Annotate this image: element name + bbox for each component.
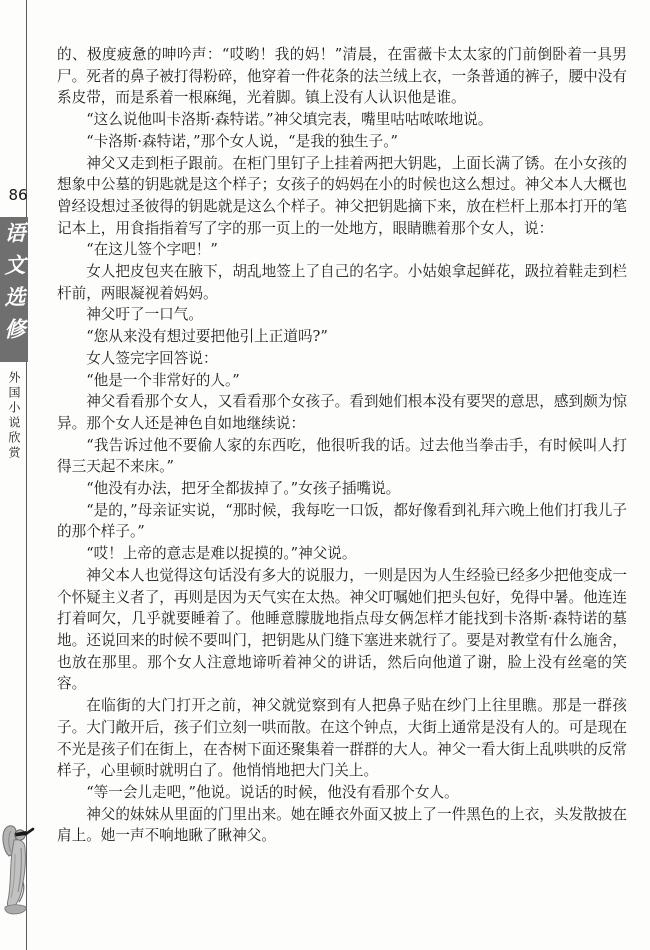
angel-statue-icon: [1, 822, 37, 916]
subject-title-vertical: [0, 371, 28, 471]
paragraph: “哎！上帝的意志是难以捉摸的。”神父说。: [86, 545, 357, 563]
left-margin-rule: [26, 0, 27, 950]
paragraph: 女人把皮包夹在腋下，胡乱地签上了自己的名字。小姑娘拿起鲜花，趿拉着鞋走到栏杆前，两眼凝视着妈妈。: [57, 263, 627, 302]
paragraph: 神父看看那个女人，又看看那个女孩子。看到她们根本没有要哭的意思，感到颇为惊异。那个女人还是神色自如地继续说：: [57, 393, 627, 432]
series-title-calligraphy: 语文选修: [2, 221, 26, 351]
paragraph: “我告诉过他不要偷人家的东西吃，他很听我的话。过去他当拳击手，有时候叫人打得三天起不来床。”: [57, 436, 627, 476]
paragraph: “在这儿签个字吧！”: [86, 241, 218, 259]
paragraph: “卡洛斯·森特诺，”那个女人说，“是我的独生子。”: [86, 132, 398, 150]
paragraph: “等一会儿走吧，”他说。说话的时候，他没有看那个女人。: [86, 783, 459, 801]
paragraph: 在临街的大门打开之前，神父就觉察到有人把鼻子贴在纱门上往里瞧。那是一群孩子。大门敞开后，孩子们立刻一哄而散。在这个钟点，大街上通常是没有人的。可是现在不光是孩子们在街上，在杏树下面还聚集着一群群的大人。神父一看大街上乱哄哄的反常样子，心里顿时就明白了。他悄悄地把大门关上。: [57, 697, 627, 780]
paragraph: “这么说他叫卡洛斯·森特诺。”神父填完表，嘴里咕咕哝哝地说。: [86, 111, 493, 129]
text-column: [57, 44, 627, 847]
paragraph: “是的，”母亲证实说，“那时候，我每吃一口饭，都好像看到礼拜六晚上他们打我儿子的那个样子。”: [57, 501, 627, 541]
page-number: 86: [8, 186, 28, 204]
paragraph: “您从来没有想过要把他引上正道吗?”: [86, 328, 328, 346]
paragraph: “他是一个非常好的人。”: [86, 371, 240, 389]
paragraph: 神父吁了一口气。: [86, 306, 203, 324]
paragraph: “他没有办法，把牙全都拔掉了。”女孩子插嘴说。: [86, 480, 401, 498]
paragraph: 神父本人也觉得这句话没有多大的说服力，一则是因为人生经验已经多少把他变成一个怀疑主义者了，再则是因为天气实在太热。神父叮嘱她们把头包好，免得中暑。他连连打着呵欠，几乎就要睡着了。他睡意朦胧地指点母女俩怎样才能找到卡洛斯·森特诺的墓地。还说回来的时候不要叫门，把钥匙从门缝下塞进来就行了。要是对教堂有什么施舍，也放在那里。那个女人注意地谛听着神父的讲话，然后向他道了谢，脸上没有丝毫的笑容。: [57, 566, 627, 693]
series-title-block: [0, 217, 28, 362]
paragraph: 神父的妹妹从里面的门里出来。她在睡衣外面又披上了一件黑色的上衣，头发散披在肩上。她一声不响地瞅了瞅神父。: [57, 805, 627, 845]
paragraph: 神父又走到柜子跟前。在柜门里钉子上挂着两把大钥匙，上面长满了锈。在小女孩的想象中公墓的钥匙就是这个样子；女孩子的妈妈在小的时候也这么想过。神父本人大概也曾经设想过圣彼得的钥匙就是这么个样子。神父把钥匙摘下来，放在栏杆上那本打开的笔记本上，用食指指着写了字的那一页上的一处地方，眼睛瞧着那个女人，说：: [57, 154, 627, 237]
paragraph: 的、极度疲惫的呻吟声：“哎哟！我的妈！”清晨，在雷薇卡太太家的门前倒卧着一具男尸。死者的鼻子被打得粉碎，他穿着一件花条的法兰绒上衣，一条普通的裤子，腰中没有系皮带，而是系着一根麻绳，光着脚。镇上没有人认识他是谁。: [57, 46, 627, 107]
paragraph: 女人签完字回答说：: [86, 349, 218, 367]
subject-title-text: 外国小说欣赏: [7, 371, 21, 461]
